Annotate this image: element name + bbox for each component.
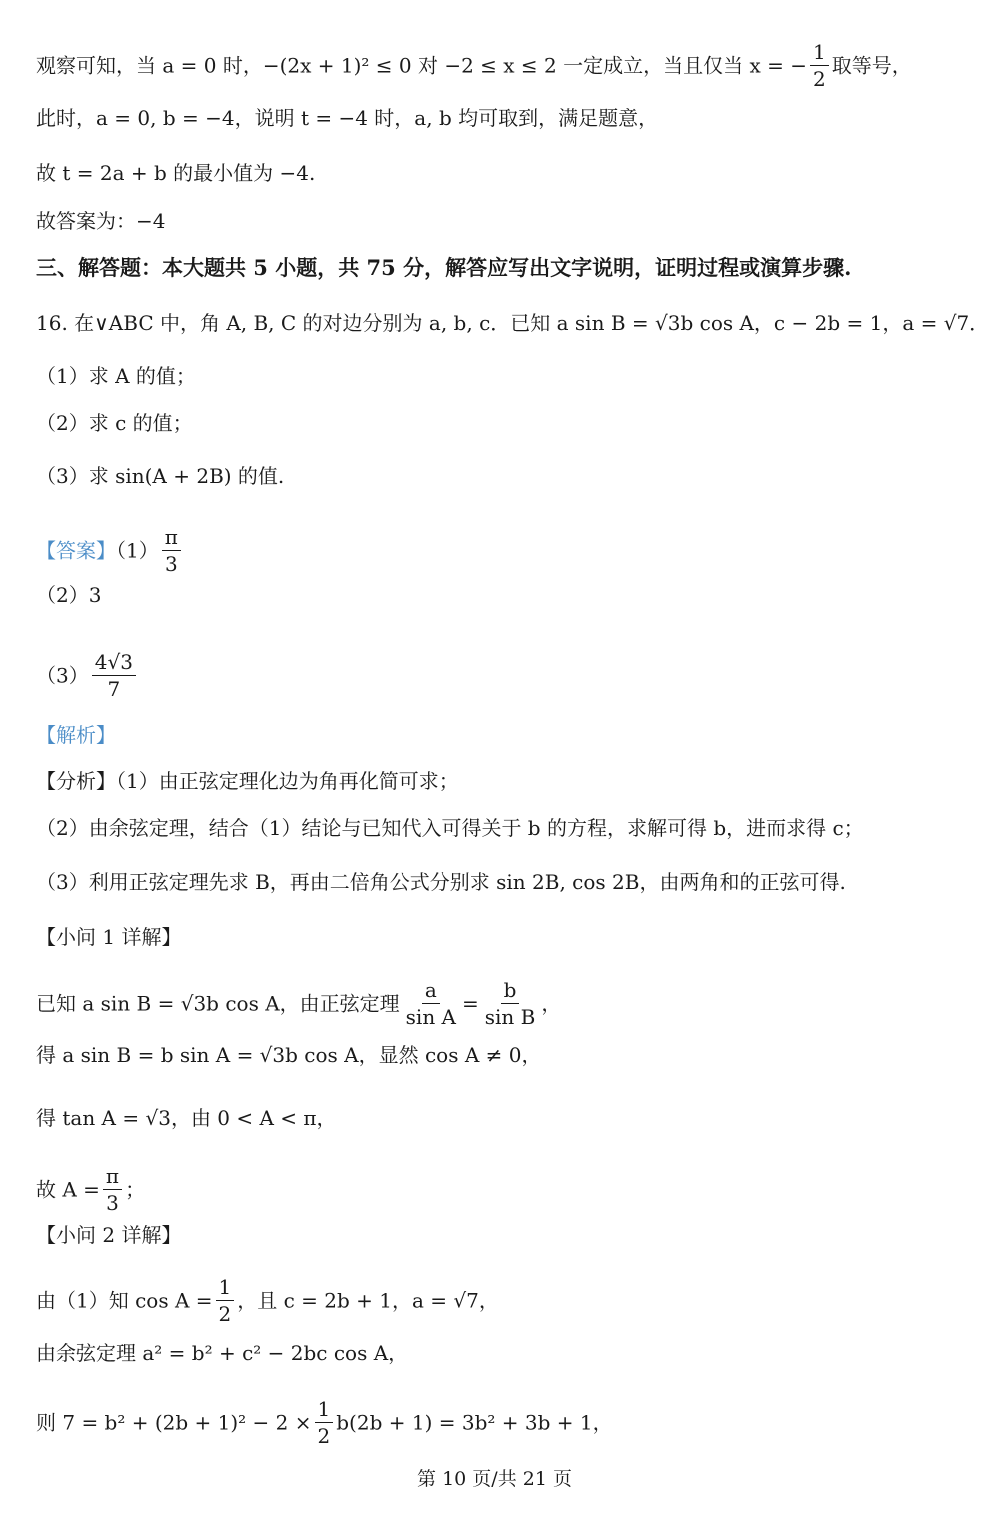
text-line: 已知 a sin B = √3b cos A，由正弦定理 $\frac{a}{\text{sin A}}$ = $\frac{b}{\text{sin B}}$ ， xyxy=(36,978,562,1029)
fraction: $\frac{1}{2}$ xyxy=(315,1399,334,1446)
text-line: 由（1）知 cos A = $\frac{1}{2}$ ，且 c = 2b + 1，a = √7， xyxy=(36,1275,499,1326)
fraction: $\frac{1}{2}$ xyxy=(216,1277,235,1324)
text-line: （3）利用正弦定理先求 B，再由二倍角公式分别求 sin 2B, cos 2B，由两角和的正弦可得. xyxy=(36,870,846,894)
answer-tag: 【答案】 xyxy=(36,538,116,563)
text-line: 由余弦定理 a² = b² + c² − 2bc cos A， xyxy=(36,1341,409,1365)
subsection-title: 【小问 2 详解】 xyxy=(36,1223,182,1247)
text-line: 得 a sin B = b sin A = √3b cos A，显然 cos A ≠ 0， xyxy=(36,1043,542,1067)
text-line: 观察可知，当 a = 0 时，−(2x + 1)² ≤ 0 对 −2 ≤ x ≤ 2 一定成立，当且仅当 x = − $\frac{1}{2}$ 取等号， xyxy=(36,40,912,91)
page-footer: 第 10 页/共 21 页 xyxy=(417,1468,572,1490)
text-line: 【分析】（1）由正弦定理化边为角再化简可求； xyxy=(36,769,459,793)
answer-line: 【答案】（1） $\frac{\pi}{3}$ xyxy=(36,527,959,574)
answer-line: （3） $\frac{4√3}{7}$ xyxy=(36,652,959,699)
section-heading: 三、解答题：本大题共 5 小题，共 75 分，解答应写出文字说明，证明过程或演算步骤. xyxy=(36,255,852,280)
fraction: $\frac{\pi}{3}$ xyxy=(162,527,181,574)
text-line: 此时，a = 0, b = −4，说明 t = −4 时，a, b 均可取到，满足题意， xyxy=(36,106,659,130)
problem-statement: 16. 在∨ABC 中，角 A, B, C 的对边分别为 a, b, c．已知 a sin B = √3b cos A，c − 2b = 1，a = √7． xyxy=(36,311,989,335)
sub-question: （1）求 A 的值； xyxy=(36,364,196,388)
text-line: 故 t = 2a + b 的最小值为 −4. xyxy=(36,161,316,185)
fraction: $\frac{a}{\text{sin A}}$ xyxy=(405,978,456,1029)
analysis-tag: 【解析】 xyxy=(36,723,116,747)
text-line: 得 tan A = √3，由 0 < A < π， xyxy=(36,1106,337,1130)
text-line: 故 A = $\frac{\pi}{3}$ ； xyxy=(36,1164,146,1215)
sub-question: （3）求 sin(A + 2B) 的值. xyxy=(36,464,285,488)
fraction: $\frac{\pi}{3}$ xyxy=(103,1166,122,1213)
subsection-title: 【小问 1 详解】 xyxy=(36,925,182,949)
text-line: 故答案为：−4 xyxy=(36,209,166,233)
text-line: （2）由余弦定理，结合（1）结论与已知代入可得关于 b 的方程，求解可得 b，进而求得 c； xyxy=(36,816,864,840)
fraction: $\frac{4√3}{7}$ xyxy=(92,652,136,699)
fraction: $\frac{1}{2}$ xyxy=(810,42,829,89)
text-line: 则 7 = b² + (2b + 1)² − 2 × $\frac{1}{2}$ b(2b + 1) = 3b² + 3b + 1， xyxy=(36,1397,613,1448)
fraction: $\frac{b}{\text{sin B}}$ xyxy=(484,978,536,1029)
sub-question: （2）求 c 的值； xyxy=(36,411,193,435)
answer-line: （2）3 xyxy=(36,583,102,607)
